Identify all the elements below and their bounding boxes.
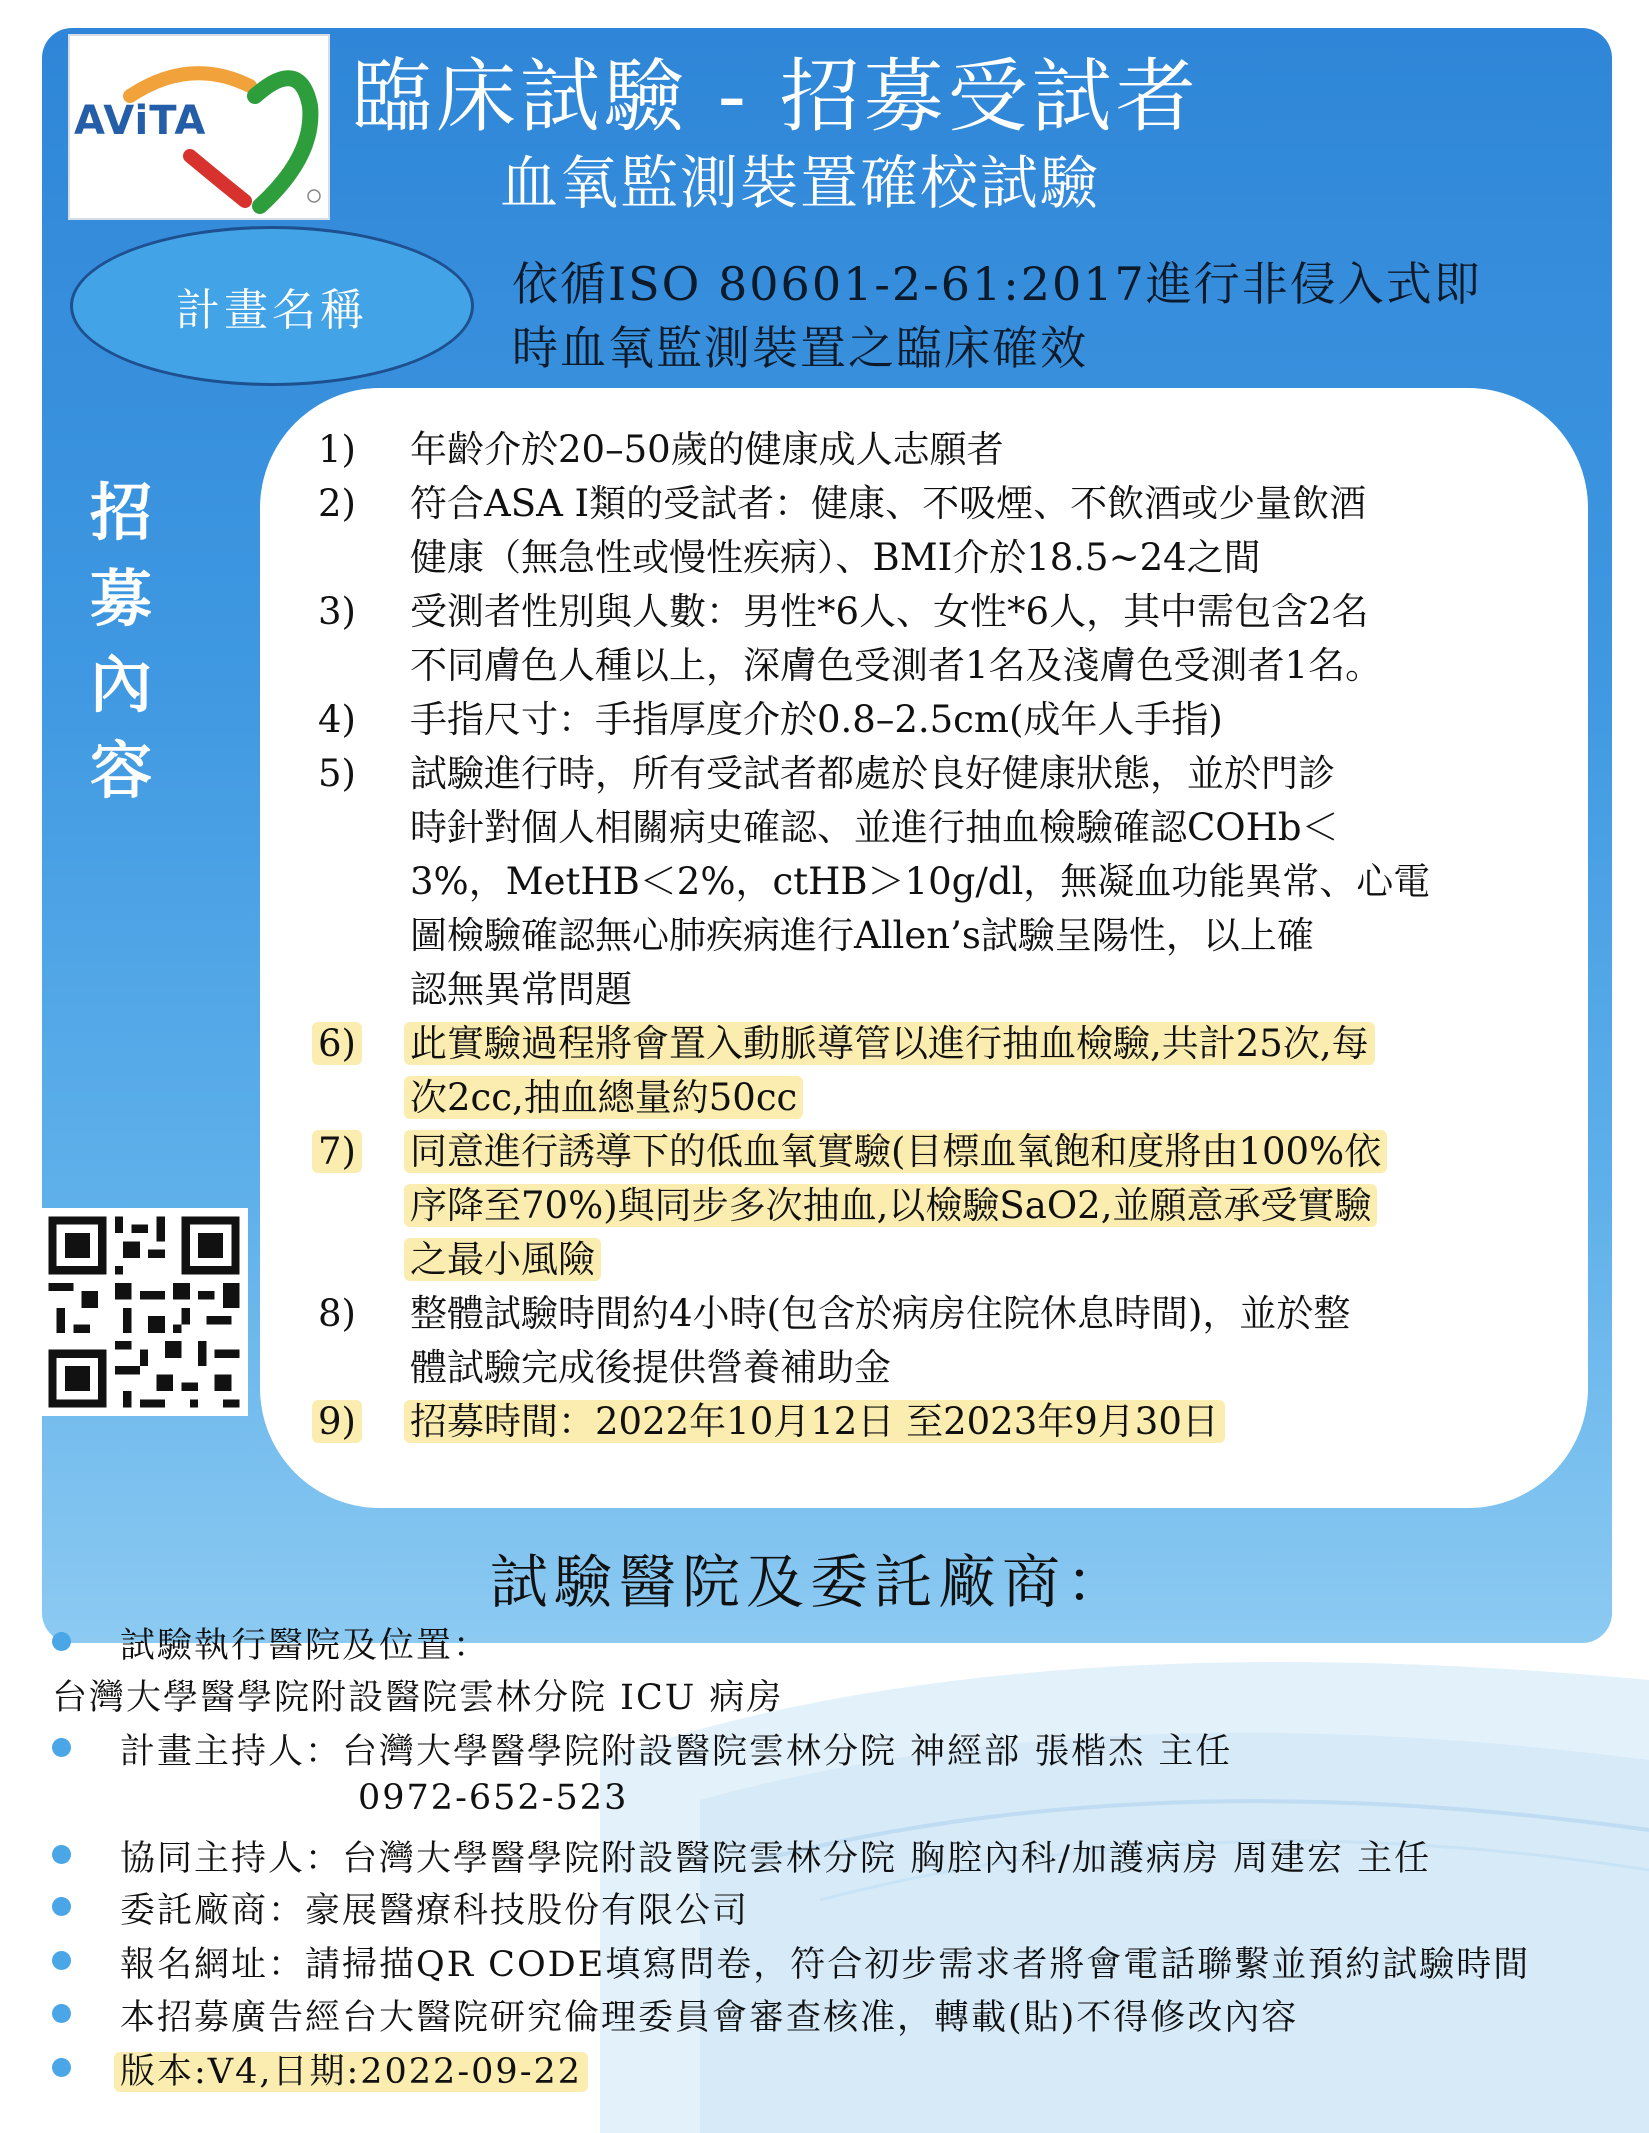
item-text: 圖檢驗確認無心肺疾病進行Allen’s試驗呈陽性，以上確 bbox=[410, 914, 1314, 957]
recruit-char: 招 bbox=[89, 476, 152, 549]
item-number: 4) bbox=[318, 698, 356, 741]
item-text: 序降至70%)與同步多次抽血,以檢驗SaO2,並願意承受實驗 bbox=[404, 1184, 1377, 1227]
co-investigator: 協同主持人：台灣大學醫學院附設醫院雲林分院 胸腔內科/加護病房 周建宏 主任 bbox=[120, 1839, 1432, 1879]
recruit-char: 內 bbox=[89, 648, 152, 721]
bullet-icon bbox=[52, 2058, 71, 2077]
item-text: 不同膚色人種以上，深膚色受測者1名及淺膚色受測者1名。 bbox=[410, 644, 1383, 687]
item-text: 之最小風險 bbox=[404, 1238, 601, 1281]
bullet-icon bbox=[52, 1951, 71, 1970]
item-text: 次2cc,抽血總量約50cc bbox=[404, 1076, 803, 1119]
hospital-label: 試驗執行醫院及位置： bbox=[120, 1626, 491, 1666]
version-text: 版本:V4,日期:2022-09-22 bbox=[114, 2052, 588, 2092]
plan-line-1: 依循ISO 80601-2-61:2017進行非侵入式即 bbox=[512, 257, 1482, 311]
bullet-icon bbox=[52, 1738, 71, 1757]
item-number: 3) bbox=[318, 590, 356, 633]
item-number: 8) bbox=[318, 1292, 356, 1335]
signup-info: 報名網址：請掃描QR CODE填寫問卷，符合初步需求者將會電話聯繫並預約試驗時間 bbox=[120, 1945, 1531, 1985]
section-title: 試驗醫院及委託廠商： bbox=[490, 1548, 1131, 1616]
recruit-char: 容 bbox=[89, 734, 152, 807]
item-text: 時針對個人相關病史確認、並進行抽血檢驗確認COHb＜ bbox=[410, 806, 1339, 849]
qr-code[interactable] bbox=[40, 1205, 248, 1419]
bullet-icon bbox=[52, 2004, 71, 2023]
item-text: 此實驗過程將會置入動脈導管以進行抽血檢驗,共計25次,每 bbox=[404, 1022, 1375, 1065]
pi-phone: 0972-652-523 bbox=[358, 1778, 629, 1818]
avita-logo bbox=[68, 34, 330, 220]
item-text: 年齡介於20–50歲的健康成人志願者 bbox=[410, 428, 1004, 471]
page-subtitle: 血氧監測裝置確校試驗 bbox=[500, 149, 1101, 217]
item-number: 9) bbox=[312, 1400, 362, 1443]
item-text: 試驗進行時，所有受試者都處於良好健康狀態，並於門診 bbox=[410, 752, 1335, 795]
item-text: 體試驗完成後提供營養補助金 bbox=[410, 1346, 891, 1389]
item-text: 整體試驗時間約4小時(包含於病房住院休息時間)，並於整 bbox=[410, 1292, 1351, 1335]
plan-name-label bbox=[70, 226, 474, 386]
item-number: 2) bbox=[318, 482, 356, 525]
item-number: 7) bbox=[312, 1130, 362, 1173]
bullet-icon bbox=[52, 1632, 71, 1651]
approval-note: 本招募廣告經台大醫院研究倫理委員會審查核准，轉載(貼)不得修改內容 bbox=[120, 1998, 1299, 2038]
page-title: 臨床試驗 - 招募受試者 bbox=[352, 50, 1200, 143]
principal-investigator: 計畫主持人：台灣大學醫學院附設醫院雲林分院 神經部 張楷杰 主任 bbox=[120, 1732, 1233, 1772]
item-number: 6) bbox=[312, 1022, 362, 1065]
item-text: 手指尺寸：手指厚度介於0.8–2.5cm(成年人手指) bbox=[410, 698, 1223, 741]
item-text: 同意進行誘導下的低血氧實驗(目標血氧飽和度將由100%依 bbox=[404, 1130, 1387, 1173]
logo-text: AViTA bbox=[74, 98, 207, 144]
recruit-content-label bbox=[76, 470, 166, 814]
item-text: 認無異常問題 bbox=[410, 968, 632, 1011]
item-text: 符合ASA I類的受試者：健康、不吸煙、不飲酒或少量飲酒 bbox=[410, 482, 1367, 525]
version-info bbox=[120, 2044, 588, 2094]
sponsor: 委託廠商：豪展醫療科技股份有限公司 bbox=[120, 1891, 750, 1931]
item-text: 健康（無急性或慢性疾病）、BMI介於18.5~24之間 bbox=[410, 536, 1261, 579]
item-text: 3%，MetHB＜2%，ctHB＞10g/dl，無凝血功能異常、心電 bbox=[410, 860, 1431, 903]
hospital-value: 台灣大學醫學院附設醫院雲林分院 ICU 病房 bbox=[52, 1678, 784, 1718]
qr-code-icon bbox=[40, 1205, 248, 1419]
item-number: 1) bbox=[318, 428, 356, 471]
item-text: 受測者性別與人數：男性*6人、女性*6人，其中需包含2名 bbox=[410, 590, 1369, 633]
recruit-char: 募 bbox=[89, 562, 152, 635]
bullet-icon bbox=[52, 1845, 71, 1864]
item-number: 5) bbox=[318, 752, 356, 795]
plan-name-text: 計畫名稱 bbox=[176, 285, 368, 336]
item-text: 招募時間：2022年10月12日 至2023年9月30日 bbox=[404, 1400, 1225, 1443]
plan-line-2: 時血氧監測裝置之臨床確效 bbox=[512, 321, 1088, 375]
bullet-icon bbox=[52, 1897, 71, 1916]
